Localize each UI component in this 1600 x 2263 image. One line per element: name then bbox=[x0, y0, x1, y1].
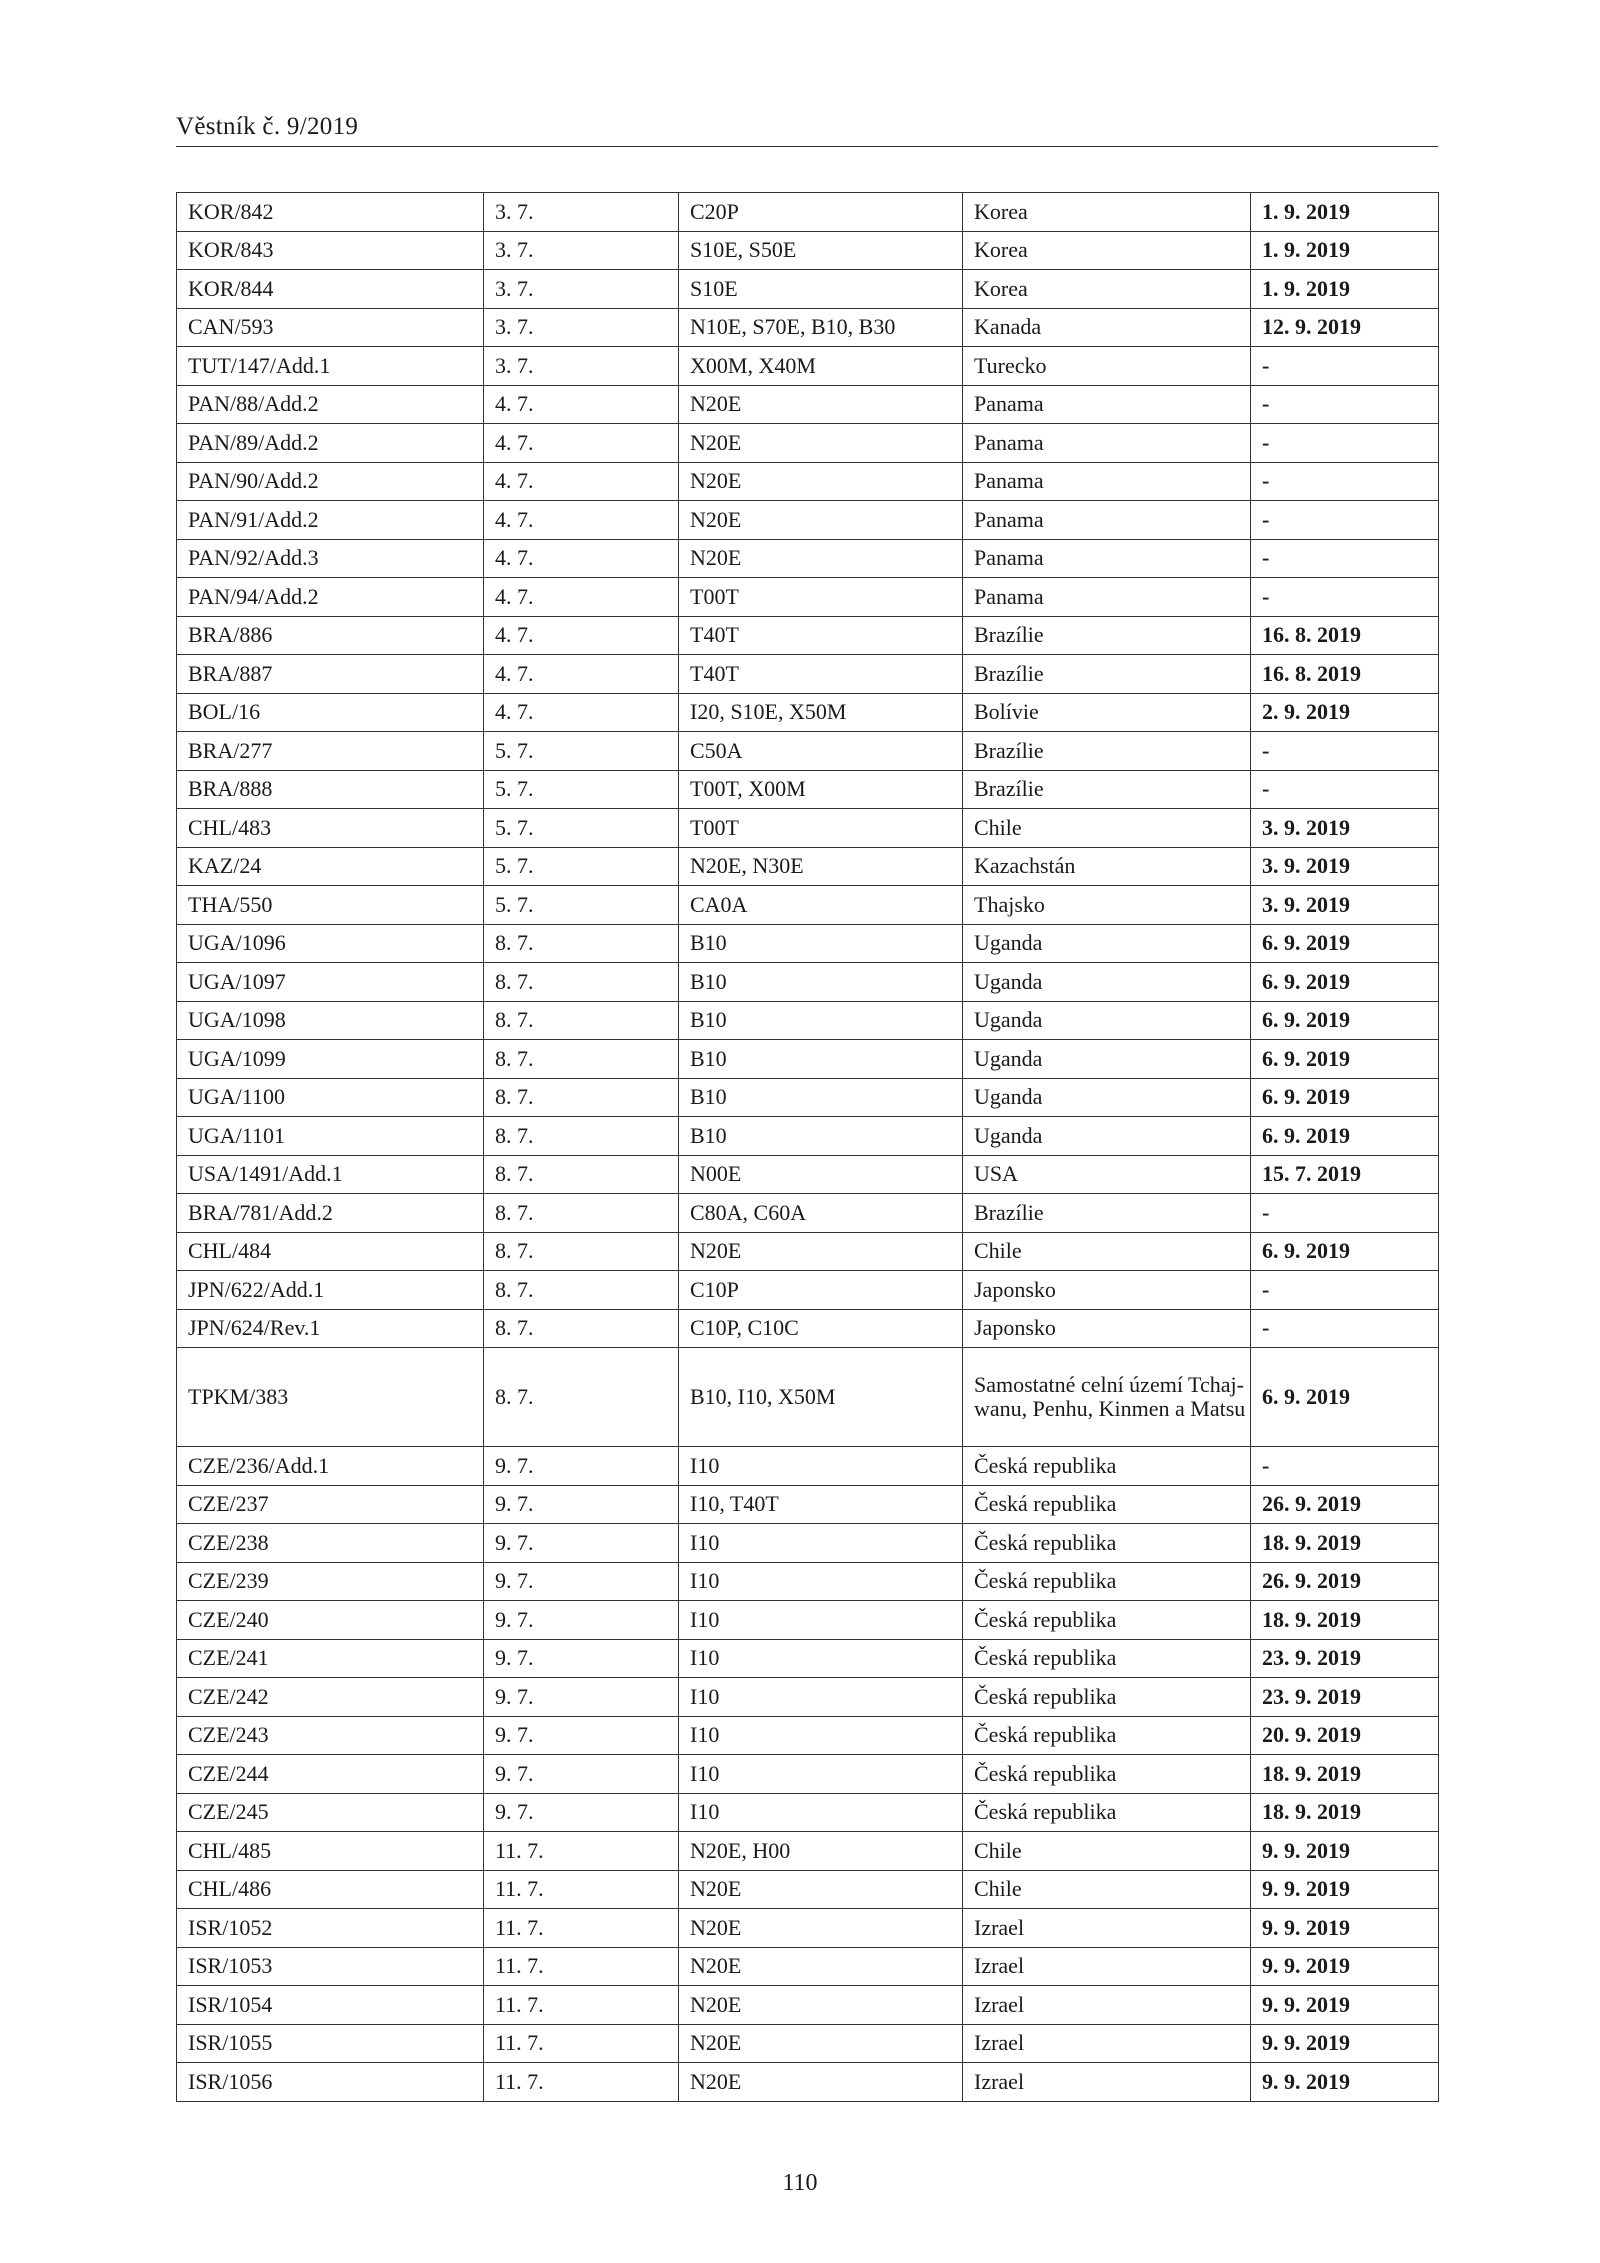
table-row bbox=[177, 770, 1439, 809]
deadline-cell: 9. 9. 2019 bbox=[1251, 1870, 1439, 1909]
deadline-cell: 3. 9. 2019 bbox=[1251, 809, 1439, 848]
country-cell: Izrael bbox=[963, 2063, 1251, 2102]
table-row bbox=[177, 270, 1439, 309]
country-cell: Česká republika bbox=[963, 1485, 1251, 1524]
product-code-cell: N20E bbox=[679, 2024, 963, 2063]
date-cell: 8. 7. bbox=[484, 963, 679, 1002]
table-row bbox=[177, 1194, 1439, 1233]
table-row bbox=[177, 1078, 1439, 1117]
product-code-cell: I10, T40T bbox=[679, 1485, 963, 1524]
table-row bbox=[177, 1309, 1439, 1348]
deadline-cell: 23. 9. 2019 bbox=[1251, 1678, 1439, 1717]
deadline-cell: 1. 9. 2019 bbox=[1251, 270, 1439, 309]
date-cell: 5. 7. bbox=[484, 847, 679, 886]
table-row bbox=[177, 1485, 1439, 1524]
deadline-cell: - bbox=[1251, 770, 1439, 809]
country-cell: Izrael bbox=[963, 1947, 1251, 1986]
notification-id-cell: CZE/242 bbox=[177, 1678, 484, 1717]
product-code-cell: I10 bbox=[679, 1716, 963, 1755]
country-cell: USA bbox=[963, 1155, 1251, 1194]
deadline-cell: 6. 9. 2019 bbox=[1251, 1232, 1439, 1271]
table-row bbox=[177, 1040, 1439, 1079]
notification-id-cell: KOR/844 bbox=[177, 270, 484, 309]
deadline-cell: - bbox=[1251, 462, 1439, 501]
deadline-cell: - bbox=[1251, 347, 1439, 386]
country-cell: Izrael bbox=[963, 1986, 1251, 2025]
product-code-cell: I10 bbox=[679, 1755, 963, 1794]
table-row bbox=[177, 1832, 1439, 1871]
deadline-cell: - bbox=[1251, 732, 1439, 771]
deadline-cell: 6. 9. 2019 bbox=[1251, 1040, 1439, 1079]
table-row bbox=[177, 424, 1439, 463]
product-code-cell: N20E bbox=[679, 385, 963, 424]
date-cell: 3. 7. bbox=[484, 193, 679, 232]
date-cell: 8. 7. bbox=[484, 1001, 679, 1040]
table-row bbox=[177, 1524, 1439, 1563]
table-row bbox=[177, 1793, 1439, 1832]
deadline-cell: 6. 9. 2019 bbox=[1251, 924, 1439, 963]
date-cell: 9. 7. bbox=[484, 1485, 679, 1524]
deadline-cell: 20. 9. 2019 bbox=[1251, 1716, 1439, 1755]
deadline-cell: 6. 9. 2019 bbox=[1251, 1348, 1439, 1447]
product-code-cell: X00M, X40M bbox=[679, 347, 963, 386]
notification-id-cell: CZE/237 bbox=[177, 1485, 484, 1524]
product-code-cell: C80A, C60A bbox=[679, 1194, 963, 1233]
product-code-cell: N20E bbox=[679, 1947, 963, 1986]
product-code-cell: B10 bbox=[679, 1078, 963, 1117]
notification-id-cell: CAN/593 bbox=[177, 308, 484, 347]
deadline-cell: 18. 9. 2019 bbox=[1251, 1524, 1439, 1563]
notification-id-cell: PAN/88/Add.2 bbox=[177, 385, 484, 424]
product-code-cell: I10 bbox=[679, 1639, 963, 1678]
deadline-cell: 9. 9. 2019 bbox=[1251, 1909, 1439, 1948]
country-cell: Japonsko bbox=[963, 1309, 1251, 1348]
date-cell: 9. 7. bbox=[484, 1601, 679, 1640]
date-cell: 5. 7. bbox=[484, 732, 679, 771]
deadline-cell: 9. 9. 2019 bbox=[1251, 2024, 1439, 2063]
country-cell: Panama bbox=[963, 539, 1251, 578]
notification-id-cell: PAN/90/Add.2 bbox=[177, 462, 484, 501]
country-cell: Turecko bbox=[963, 347, 1251, 386]
page-header bbox=[176, 110, 1438, 147]
notification-id-cell: KAZ/24 bbox=[177, 847, 484, 886]
date-cell: 9. 7. bbox=[484, 1639, 679, 1678]
product-code-cell: B10 bbox=[679, 1040, 963, 1079]
country-cell: Thajsko bbox=[963, 886, 1251, 925]
notification-id-cell: CZE/238 bbox=[177, 1524, 484, 1563]
deadline-cell: 6. 9. 2019 bbox=[1251, 963, 1439, 1002]
table-row bbox=[177, 385, 1439, 424]
notification-id-cell: CHL/485 bbox=[177, 1832, 484, 1871]
table-row bbox=[177, 1117, 1439, 1156]
table-row bbox=[177, 1678, 1439, 1717]
table-row bbox=[177, 847, 1439, 886]
notification-id-cell: UGA/1101 bbox=[177, 1117, 484, 1156]
product-code-cell: T00T bbox=[679, 578, 963, 617]
date-cell: 5. 7. bbox=[484, 770, 679, 809]
deadline-cell: - bbox=[1251, 1309, 1439, 1348]
table-row bbox=[177, 693, 1439, 732]
product-code-cell: I10 bbox=[679, 1524, 963, 1563]
product-code-cell: S10E bbox=[679, 270, 963, 309]
deadline-cell: 3. 9. 2019 bbox=[1251, 886, 1439, 925]
table-row bbox=[177, 2024, 1439, 2063]
country-cell: Korea bbox=[963, 231, 1251, 270]
notification-id-cell: KOR/842 bbox=[177, 193, 484, 232]
country-cell: Panama bbox=[963, 385, 1251, 424]
product-code-cell: I10 bbox=[679, 1793, 963, 1832]
notification-id-cell: BRA/277 bbox=[177, 732, 484, 771]
product-code-cell: T00T bbox=[679, 809, 963, 848]
date-cell: 8. 7. bbox=[484, 1040, 679, 1079]
notification-id-cell: PAN/92/Add.3 bbox=[177, 539, 484, 578]
table-row bbox=[177, 308, 1439, 347]
date-cell: 9. 7. bbox=[484, 1793, 679, 1832]
country-cell: Česká republika bbox=[963, 1562, 1251, 1601]
country-cell: Česká republika bbox=[963, 1524, 1251, 1563]
deadline-cell: - bbox=[1251, 1271, 1439, 1310]
country-cell: Česká republika bbox=[963, 1447, 1251, 1486]
date-cell: 4. 7. bbox=[484, 655, 679, 694]
table-row bbox=[177, 924, 1439, 963]
date-cell: 8. 7. bbox=[484, 1309, 679, 1348]
country-cell: Česká republika bbox=[963, 1678, 1251, 1717]
notification-id-cell: ISR/1052 bbox=[177, 1909, 484, 1948]
country-cell: Izrael bbox=[963, 1909, 1251, 1948]
table-row bbox=[177, 1909, 1439, 1948]
product-code-cell: B10, I10, X50M bbox=[679, 1348, 963, 1447]
notification-id-cell: PAN/91/Add.2 bbox=[177, 501, 484, 540]
notification-id-cell: CZE/236/Add.1 bbox=[177, 1447, 484, 1486]
notifications-table-body bbox=[177, 193, 1439, 2102]
country-cell: Uganda bbox=[963, 1040, 1251, 1079]
notification-id-cell: ISR/1056 bbox=[177, 2063, 484, 2102]
table-row bbox=[177, 886, 1439, 925]
notification-id-cell: CZE/244 bbox=[177, 1755, 484, 1794]
deadline-cell: 6. 9. 2019 bbox=[1251, 1001, 1439, 1040]
deadline-cell: 1. 9. 2019 bbox=[1251, 193, 1439, 232]
product-code-cell: C10P, C10C bbox=[679, 1309, 963, 1348]
deadline-cell: 12. 9. 2019 bbox=[1251, 308, 1439, 347]
country-cell: Česká republika bbox=[963, 1716, 1251, 1755]
deadline-cell: 1. 9. 2019 bbox=[1251, 231, 1439, 270]
table-row bbox=[177, 501, 1439, 540]
date-cell: 8. 7. bbox=[484, 1194, 679, 1233]
notification-id-cell: PAN/94/Add.2 bbox=[177, 578, 484, 617]
notification-id-cell: UGA/1099 bbox=[177, 1040, 484, 1079]
notification-id-cell: CHL/486 bbox=[177, 1870, 484, 1909]
notification-id-cell: UGA/1096 bbox=[177, 924, 484, 963]
product-code-cell: C10P bbox=[679, 1271, 963, 1310]
product-code-cell: N20E, N30E bbox=[679, 847, 963, 886]
date-cell: 11. 7. bbox=[484, 2063, 679, 2102]
date-cell: 11. 7. bbox=[484, 1986, 679, 2025]
country-cell: Japonsko bbox=[963, 1271, 1251, 1310]
table-row bbox=[177, 462, 1439, 501]
country-cell: Kazachstán bbox=[963, 847, 1251, 886]
product-code-cell: B10 bbox=[679, 924, 963, 963]
country-cell: Samostatné celní území Tchaj-wanu, Penhu, Kinmen a Matsu bbox=[963, 1348, 1251, 1447]
notification-id-cell: TPKM/383 bbox=[177, 1348, 484, 1447]
table-row bbox=[177, 1562, 1439, 1601]
product-code-cell: N20E bbox=[679, 1986, 963, 2025]
country-cell: Kanada bbox=[963, 308, 1251, 347]
country-cell: Chile bbox=[963, 1232, 1251, 1271]
notification-id-cell: BRA/886 bbox=[177, 616, 484, 655]
product-code-cell: I10 bbox=[679, 1678, 963, 1717]
deadline-cell: 9. 9. 2019 bbox=[1251, 1986, 1439, 2025]
date-cell: 3. 7. bbox=[484, 270, 679, 309]
table-row bbox=[177, 193, 1439, 232]
country-cell: Chile bbox=[963, 809, 1251, 848]
country-cell: Brazílie bbox=[963, 655, 1251, 694]
deadline-cell: 15. 7. 2019 bbox=[1251, 1155, 1439, 1194]
table-row bbox=[177, 231, 1439, 270]
notification-id-cell: UGA/1100 bbox=[177, 1078, 484, 1117]
table-row bbox=[177, 1755, 1439, 1794]
date-cell: 9. 7. bbox=[484, 1562, 679, 1601]
country-cell: Panama bbox=[963, 462, 1251, 501]
product-code-cell: T00T, X00M bbox=[679, 770, 963, 809]
deadline-cell: 9. 9. 2019 bbox=[1251, 2063, 1439, 2102]
product-code-cell: T40T bbox=[679, 616, 963, 655]
table-row bbox=[177, 1870, 1439, 1909]
table-row bbox=[177, 578, 1439, 617]
product-code-cell: N20E bbox=[679, 539, 963, 578]
notification-id-cell: BRA/887 bbox=[177, 655, 484, 694]
notification-id-cell: KOR/843 bbox=[177, 231, 484, 270]
product-code-cell: C50A bbox=[679, 732, 963, 771]
deadline-cell: - bbox=[1251, 501, 1439, 540]
date-cell: 8. 7. bbox=[484, 1232, 679, 1271]
country-cell: Bolívie bbox=[963, 693, 1251, 732]
product-code-cell: N20E bbox=[679, 1232, 963, 1271]
product-code-cell: B10 bbox=[679, 1117, 963, 1156]
product-code-cell: N20E bbox=[679, 462, 963, 501]
notification-id-cell: CZE/243 bbox=[177, 1716, 484, 1755]
product-code-cell: B10 bbox=[679, 963, 963, 1002]
deadline-cell: 3. 9. 2019 bbox=[1251, 847, 1439, 886]
date-cell: 4. 7. bbox=[484, 385, 679, 424]
notification-id-cell: BRA/781/Add.2 bbox=[177, 1194, 484, 1233]
date-cell: 11. 7. bbox=[484, 1832, 679, 1871]
deadline-cell: 26. 9. 2019 bbox=[1251, 1562, 1439, 1601]
deadline-cell: 18. 9. 2019 bbox=[1251, 1793, 1439, 1832]
table-row bbox=[177, 1155, 1439, 1194]
date-cell: 9. 7. bbox=[484, 1447, 679, 1486]
table-row bbox=[177, 1001, 1439, 1040]
notification-id-cell: TUT/147/Add.1 bbox=[177, 347, 484, 386]
notification-id-cell: UGA/1097 bbox=[177, 963, 484, 1002]
country-cell: Chile bbox=[963, 1832, 1251, 1871]
country-cell: Česká republika bbox=[963, 1639, 1251, 1678]
country-cell: Chile bbox=[963, 1870, 1251, 1909]
country-cell: Uganda bbox=[963, 1001, 1251, 1040]
country-cell: Česká republika bbox=[963, 1755, 1251, 1794]
country-cell: Brazílie bbox=[963, 732, 1251, 771]
deadline-cell: - bbox=[1251, 385, 1439, 424]
date-cell: 9. 7. bbox=[484, 1678, 679, 1717]
date-cell: 8. 7. bbox=[484, 1117, 679, 1156]
notification-id-cell: PAN/89/Add.2 bbox=[177, 424, 484, 463]
date-cell: 4. 7. bbox=[484, 578, 679, 617]
product-code-cell: B10 bbox=[679, 1001, 963, 1040]
table-row bbox=[177, 1716, 1439, 1755]
date-cell: 9. 7. bbox=[484, 1716, 679, 1755]
country-cell: Uganda bbox=[963, 1078, 1251, 1117]
deadline-cell: 6. 9. 2019 bbox=[1251, 1117, 1439, 1156]
notification-id-cell: CZE/240 bbox=[177, 1601, 484, 1640]
country-cell: Brazílie bbox=[963, 616, 1251, 655]
deadline-cell: - bbox=[1251, 539, 1439, 578]
notification-id-cell: CZE/245 bbox=[177, 1793, 484, 1832]
product-code-cell: I10 bbox=[679, 1601, 963, 1640]
date-cell: 4. 7. bbox=[484, 616, 679, 655]
table-row bbox=[177, 963, 1439, 1002]
product-code-cell: N10E, S70E, B10, B30 bbox=[679, 308, 963, 347]
date-cell: 8. 7. bbox=[484, 1271, 679, 1310]
date-cell: 4. 7. bbox=[484, 462, 679, 501]
product-code-cell: S10E, S50E bbox=[679, 231, 963, 270]
table-row bbox=[177, 809, 1439, 848]
date-cell: 3. 7. bbox=[484, 347, 679, 386]
country-cell: Brazílie bbox=[963, 770, 1251, 809]
product-code-cell: N20E bbox=[679, 424, 963, 463]
date-cell: 8. 7. bbox=[484, 924, 679, 963]
deadline-cell: - bbox=[1251, 1447, 1439, 1486]
table-row bbox=[177, 1986, 1439, 2025]
date-cell: 5. 7. bbox=[484, 809, 679, 848]
table-row bbox=[177, 1348, 1439, 1447]
notification-id-cell: ISR/1053 bbox=[177, 1947, 484, 1986]
date-cell: 8. 7. bbox=[484, 1078, 679, 1117]
deadline-cell: 2. 9. 2019 bbox=[1251, 693, 1439, 732]
table-row bbox=[177, 1947, 1439, 1986]
country-cell: Brazílie bbox=[963, 1194, 1251, 1233]
page-number: 110 bbox=[782, 2170, 818, 2196]
date-cell: 5. 7. bbox=[484, 886, 679, 925]
deadline-cell: - bbox=[1251, 424, 1439, 463]
notification-id-cell: CZE/239 bbox=[177, 1562, 484, 1601]
product-code-cell: I10 bbox=[679, 1562, 963, 1601]
product-code-cell: N20E bbox=[679, 1870, 963, 1909]
table-row bbox=[177, 347, 1439, 386]
product-code-cell: N00E bbox=[679, 1155, 963, 1194]
notification-id-cell: ISR/1054 bbox=[177, 1986, 484, 2025]
country-cell: Panama bbox=[963, 424, 1251, 463]
date-cell: 11. 7. bbox=[484, 1909, 679, 1948]
country-cell: Korea bbox=[963, 270, 1251, 309]
country-cell: Uganda bbox=[963, 963, 1251, 1002]
country-cell: Česká republika bbox=[963, 1601, 1251, 1640]
country-cell: Uganda bbox=[963, 1117, 1251, 1156]
notification-id-cell: USA/1491/Add.1 bbox=[177, 1155, 484, 1194]
date-cell: 4. 7. bbox=[484, 424, 679, 463]
product-code-cell: T40T bbox=[679, 655, 963, 694]
notification-id-cell: BOL/16 bbox=[177, 693, 484, 732]
product-code-cell: I20, S10E, X50M bbox=[679, 693, 963, 732]
notification-id-cell: JPN/624/Rev.1 bbox=[177, 1309, 484, 1348]
journal-title: Věstník č. 9/2019 bbox=[176, 113, 359, 140]
date-cell: 4. 7. bbox=[484, 539, 679, 578]
deadline-cell: 26. 9. 2019 bbox=[1251, 1485, 1439, 1524]
date-cell: 3. 7. bbox=[484, 231, 679, 270]
date-cell: 11. 7. bbox=[484, 1870, 679, 1909]
notifications-table bbox=[176, 192, 1439, 2102]
table-row bbox=[177, 616, 1439, 655]
country-cell: Panama bbox=[963, 578, 1251, 617]
product-code-cell: N20E bbox=[679, 1909, 963, 1948]
country-cell: Česká republika bbox=[963, 1793, 1251, 1832]
date-cell: 11. 7. bbox=[484, 1947, 679, 1986]
deadline-cell: 6. 9. 2019 bbox=[1251, 1078, 1439, 1117]
country-cell: Panama bbox=[963, 501, 1251, 540]
notification-id-cell: BRA/888 bbox=[177, 770, 484, 809]
date-cell: 11. 7. bbox=[484, 2024, 679, 2063]
product-code-cell: C20P bbox=[679, 193, 963, 232]
product-code-cell: CA0A bbox=[679, 886, 963, 925]
date-cell: 8. 7. bbox=[484, 1348, 679, 1447]
table-row bbox=[177, 2063, 1439, 2102]
table-row bbox=[177, 1232, 1439, 1271]
product-code-cell: N20E bbox=[679, 501, 963, 540]
notification-id-cell: UGA/1098 bbox=[177, 1001, 484, 1040]
date-cell: 3. 7. bbox=[484, 308, 679, 347]
table-row bbox=[177, 732, 1439, 771]
date-cell: 4. 7. bbox=[484, 501, 679, 540]
deadline-cell: 18. 9. 2019 bbox=[1251, 1601, 1439, 1640]
deadline-cell: 16. 8. 2019 bbox=[1251, 616, 1439, 655]
deadline-cell: 23. 9. 2019 bbox=[1251, 1639, 1439, 1678]
notification-id-cell: ISR/1055 bbox=[177, 2024, 484, 2063]
table-row bbox=[177, 1447, 1439, 1486]
date-cell: 8. 7. bbox=[484, 1155, 679, 1194]
product-code-cell: I10 bbox=[679, 1447, 963, 1486]
date-cell: 9. 7. bbox=[484, 1755, 679, 1794]
notification-id-cell: CHL/483 bbox=[177, 809, 484, 848]
table-row bbox=[177, 539, 1439, 578]
notification-id-cell: JPN/622/Add.1 bbox=[177, 1271, 484, 1310]
notification-id-cell: CZE/241 bbox=[177, 1639, 484, 1678]
table-row bbox=[177, 1639, 1439, 1678]
notification-id-cell: CHL/484 bbox=[177, 1232, 484, 1271]
deadline-cell: 16. 8. 2019 bbox=[1251, 655, 1439, 694]
deadline-cell: - bbox=[1251, 1194, 1439, 1233]
deadline-cell: 9. 9. 2019 bbox=[1251, 1832, 1439, 1871]
country-cell: Uganda bbox=[963, 924, 1251, 963]
deadline-cell: 9. 9. 2019 bbox=[1251, 1947, 1439, 1986]
country-cell: Korea bbox=[963, 193, 1251, 232]
product-code-cell: N20E bbox=[679, 2063, 963, 2102]
date-cell: 4. 7. bbox=[484, 693, 679, 732]
country-cell: Izrael bbox=[963, 2024, 1251, 2063]
deadline-cell: - bbox=[1251, 578, 1439, 617]
table-row bbox=[177, 1601, 1439, 1640]
table-row bbox=[177, 655, 1439, 694]
deadline-cell: 18. 9. 2019 bbox=[1251, 1755, 1439, 1794]
table-row bbox=[177, 1271, 1439, 1310]
notification-id-cell: THA/550 bbox=[177, 886, 484, 925]
product-code-cell: N20E, H00 bbox=[679, 1832, 963, 1871]
date-cell: 9. 7. bbox=[484, 1524, 679, 1563]
